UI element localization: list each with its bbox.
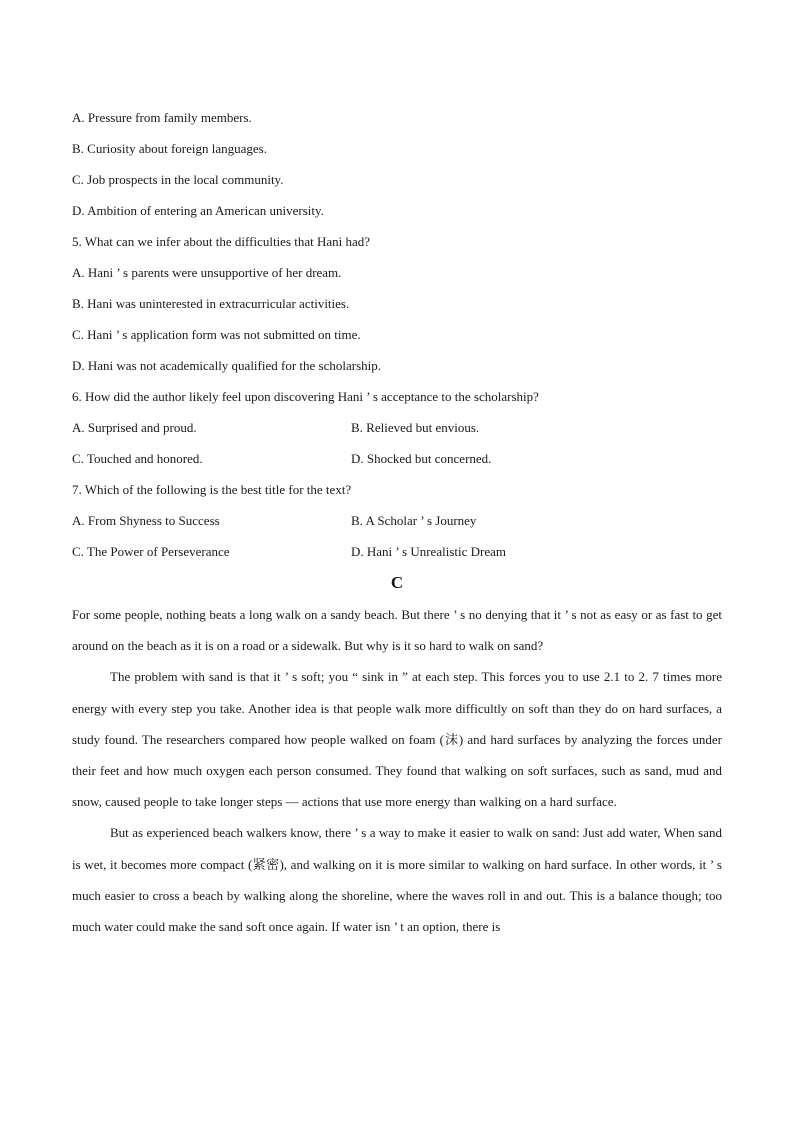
q4-option-c: C. Job prospects in the local community. [72,172,284,187]
q4-option-d: D. Ambition of entering an American university. [72,203,324,218]
section-c-paragraph-3: But as experienced beach walkers know, there ’ s a way to make it easier to walk on sand: Just add water, When sand is wet, it becomes more compact (紧密), and walking on it is more similar to walking on hard surface. In other words, it ’ s much easier to cross a beach by walking along the shoreline, where the waves roll in and out. This is a balance though; too much water could make the sand soft once again. If water isn ’ t an option, there is [72,825,722,935]
q6-option-c: C. Touched and honored. [72,451,203,466]
q5-option-a: A. Hani ’ s parents were unsupportive of her dream. [72,265,342,280]
q7-option-b: B. A Scholar ’ s Journey [351,513,477,528]
q6-options-row-2 [72,443,722,474]
q6-option-b: B. Relieved but envious. [351,420,480,435]
q7-option-c: C. The Power of Perseverance [72,544,230,559]
document-page [72,102,722,942]
q4-option-a: A. Pressure from family members. [72,110,252,125]
q6-option-a: A. Surprised and proud. [72,420,197,435]
q5-option-b: B. Hani was uninterested in extracurricular activities. [72,296,350,311]
q5-stem: 5. What can we infer about the difficulties that Hani had? [72,234,371,249]
q7-option-d: D. Hani ’ s Unrealistic Dream [351,544,506,559]
q6-options-row-1 [72,412,722,443]
q7-option-a: A. From Shyness to Success [72,513,220,528]
q7-options-row-2 [72,536,722,567]
q6-option-d: D. Shocked but concerned. [351,451,492,466]
section-c-paragraph-1: For some people, nothing beats a long walk on a sandy beach. But there ’ s no denying that it ’ s not as easy or as fast to get around on the beach as it is on a road or a sidewalk. But why is it so hard to walk on sand? [72,607,722,654]
q7-stem: 7. Which of the following is the best title for the text? [72,482,352,497]
section-c-heading: C [390,573,404,592]
q7-options-row-1 [72,505,722,536]
q5-option-d: D. Hani was not academically qualified for the scholarship. [72,358,382,373]
q4-option-b: B. Curiosity about foreign languages. [72,141,267,156]
q6-stem: 6. How did the author likely feel upon discovering Hani ’ s acceptance to the scholarship? [72,389,539,404]
q5-option-c: C. Hani ’ s application form was not submitted on time. [72,327,361,342]
section-c-paragraph-2: The problem with sand is that it ’ s soft; you “ sink in ” at each step. This forces you to use 2.1 to 2. 7 times more energy with every step you take. Another idea is that people walk more difficultly on soft than they do on hard surfaces, a study found. The researchers compared how people walked on foam (沫) and hard surfaces by analyzing the forces under their feet and how much oxygen each person consumed. They found that walking on soft surfaces, such as sand, mud and snow, caused people to take longer steps — actions that use more energy than walking on a hard surface. [72,669,722,810]
